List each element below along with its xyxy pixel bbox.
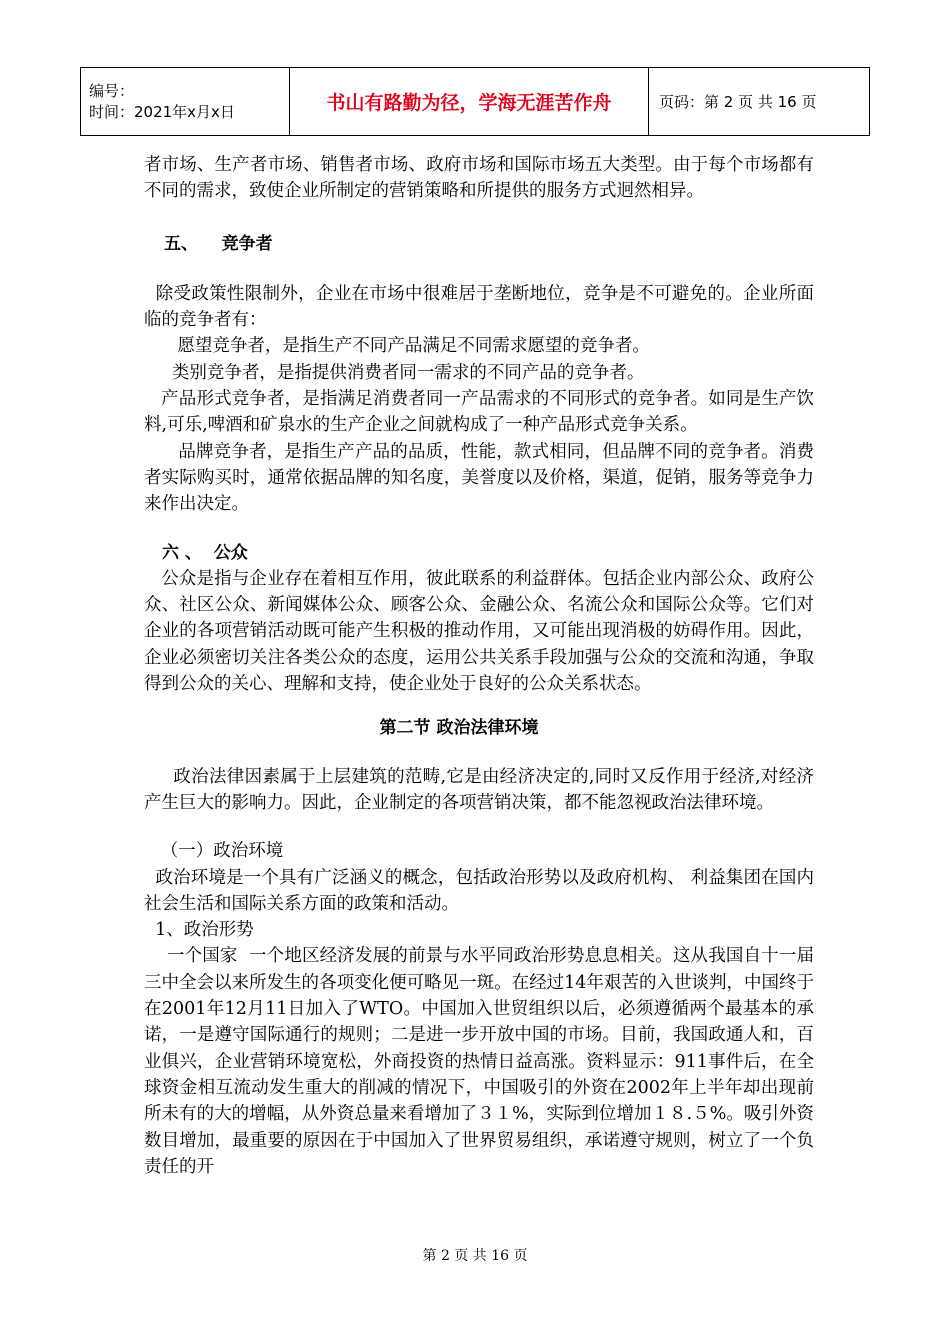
subheading-political-situation: 1、政治形势 — [144, 920, 254, 941]
paragraph-public: 公众是指与企业存在着相互作用，彼此联系的利益群体。包括企业内部公众、政府公众、社区公众、新闻媒体公众、顾客公众、金融公众、名流公众和国际公众等。它们对企业的各项营销活动既可能产生积极的推动作用，又可能出现消极的妨碍作用。因此，企业必须密切关注各类公众的态度，运用公共关系手段加强与公众的交流和沟通，争取得到公众的关心、理解和支持，使企业处于良好的公众关系状态。 — [144, 568, 814, 695]
heading-competitors: 五、 竞争者 — [164, 233, 273, 254]
document-date-label: 时间：2021年x月x日 — [89, 102, 235, 121]
paragraph-desire-competitor: 愿望竞争者，是指生产不同产品满足不同需求愿望的竞争者。 — [144, 336, 650, 357]
paragraph-political-legal-intro: 政治法律因素属于上层建筑的范畴,它是由经济决定的,同时又反作用于经济,对经济产生巨大的影响力。因此，企业制定的各项营销决策，都不能忽视政治法律环境。 — [144, 766, 814, 813]
page-footer: 第 2 页 共 16 页 — [422, 1248, 528, 1264]
paragraph-brand-competitor: 品牌竞争者，是指生产产品的品质，性能，款式相同，但品牌不同的竞争者。消费者实际购买时，通常依据品牌的知名度，美誉度以及价格，渠道，促销，服务等竞争力来作出决定。 — [144, 441, 814, 515]
header-motto: 书山有路勤为径，学海无涯苦作舟 — [290, 68, 649, 136]
paragraph-political-situation: 一个国家 一个地区经济发展的前景与水平同政治形势息息相关。这从我国自十一届三中全会以来所发生的各项变化便可略见一斑。在经过14年艰苦的入世谈判，中国终于在2001年12月11日加入了WTO。中国加入世贸组织以后，必须遵循两个最基本的承诺，一是遵守国际通行的规则；二是进一步开放中国的市场。目前，我国政通人和，百业俱兴，企业营销环境宽松，外商投资的热情日益高涨。资料显示：911事件后，在全球资金相互流动发生重大的削减的情况下，中国吸引的外资在2002年上半年却出现前所未有的大的增幅，从外资总量来看增加了３１%，实际到位增加１８.５%。吸引外资数目增加，最重要的原因在于中国加入了世界贸易组织，承诺遵守规则，树立了一个负责任的开 — [144, 946, 814, 1177]
header-info-cell — [81, 68, 290, 136]
paragraph-market-types: 者市场、生产者市场、销售者市场、政府市场和国际市场五大类型。由于每个市场都有不同的需求，致使企业所制定的营销策略和所提供的服务方式迥然相异。 — [144, 155, 814, 202]
section-title-political-legal: 第二节 政治法律环境 — [379, 718, 539, 739]
paragraph-competition-intro: 除受政策性限制外，企业在市场中很难居于垄断地位，竞争是不可避免的。企业所面临的竞争者有： — [144, 283, 814, 331]
document-number-label: 编号： — [89, 81, 135, 100]
paragraph-product-form-competitor: 产品形式竞争者，是指满足消费者同一产品需求的不同形式的竞争者。如同是生产饮料,可乐,啤酒和矿泉水的生产企业之间就构成了一种产品形式竞争关系。 — [144, 389, 814, 436]
header-page-number: 页码：第 2 页 共 16 页 — [649, 68, 870, 136]
page-header — [80, 67, 870, 136]
paragraph-political-environment: 政治环境是一个具有广泛涵义的概念，包括政治形势以及政府机构、 利益集团在国内社会生活和国际关系方面的政策和活动。 — [144, 867, 814, 914]
subheading-political-environment: （一）政治环境 — [144, 841, 284, 862]
heading-public: 六 、 公众 — [162, 542, 248, 563]
document-body — [144, 152, 814, 1180]
paragraph-category-competitor: 类别竞争者，是指提供消费者同一需求的不同产品的竞争者。 — [144, 362, 645, 383]
